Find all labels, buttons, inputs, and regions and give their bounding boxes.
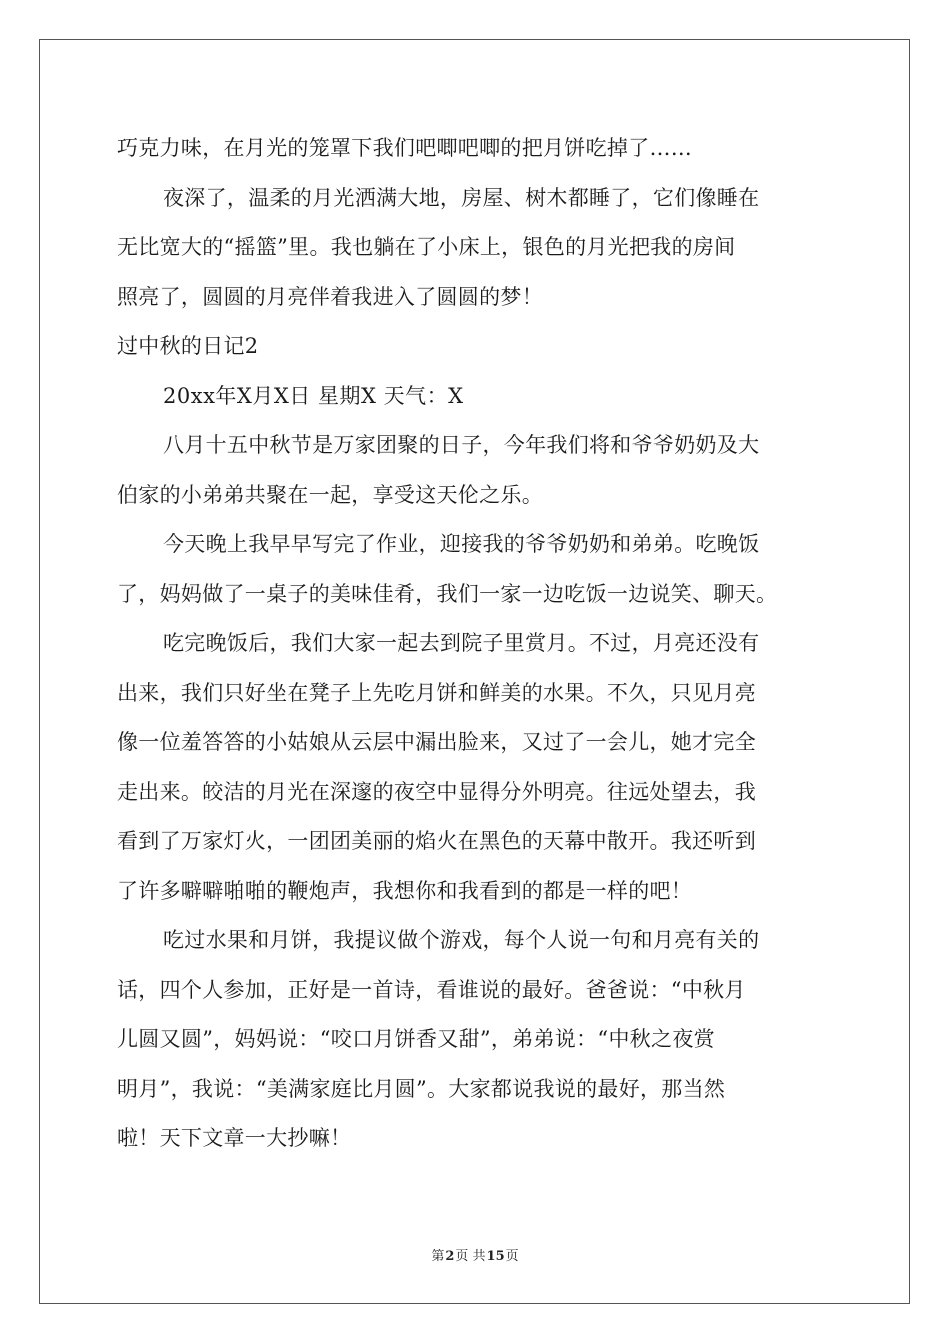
text-line: 儿圆又圆”，妈妈说：“咬口月饼香又甜”，弟弟说：“中秋之夜赏	[117, 1027, 715, 1051]
text-line: 出来，我们只好坐在凳子上先吃月饼和鲜美的水果。不久，只见月亮	[117, 680, 756, 705]
text-line: 吃过水果和月饼，我提议做个游戏，每个人说一句和月亮有关的	[163, 928, 760, 952]
text-line: 夜深了，温柔的月光洒满大地，房屋、树木都睡了，它们像睡在	[163, 185, 760, 210]
date-weather-line: 20xx年X月X日 星期X 天气：X	[163, 383, 464, 408]
footer-mid: 页 共	[455, 1249, 486, 1264]
text-line: 啦！天下文章一大抄嘛！	[117, 1126, 352, 1150]
text-line: 今天晚上我早早写完了作业，迎接我的爷爷奶奶和弟弟。吃晚饭	[163, 532, 760, 556]
text-line: 了，妈妈做了一桌子的美味佳肴，我们一家一边吃饭一边说笑、聊天。	[117, 581, 778, 606]
text-line: 话，四个人参加，正好是一首诗，看谁说的最好。爸爸说：“中秋月	[117, 977, 746, 1002]
text-line: 无比宽大的“摇篮”里。我也躺在了小床上，银色的月光把我的房间	[117, 235, 736, 259]
text-line: 明月”，我说：“美满家庭比月圆”。大家都说我说的最好，那当然	[117, 1076, 726, 1101]
text-line: 照亮了，圆圆的月亮伴着我进入了圆圆的梦！	[117, 284, 543, 309]
text-line: 八月十五中秋节是万家团聚的日子，今年我们将和爷爷奶奶及大	[163, 433, 760, 457]
text-line: 像一位羞答答的小姑娘从云层中漏出脸来，又过了一会儿，她才完全	[117, 730, 756, 754]
text-line: 看到了万家灯火，一团团美丽的焰火在黑色的天幕中散开。我还听到	[117, 829, 756, 853]
text-line: 巧克力味，在月光的笼罩下我们吧唧吧唧的把月饼吃掉了……	[117, 136, 693, 160]
total-page-number: 15	[486, 1249, 505, 1264]
current-page-number: 2	[445, 1249, 455, 1264]
page-footer	[0, 1245, 950, 1264]
text-line: 伯家的小弟弟共聚在一起，享受这天伦之乐。	[117, 482, 543, 507]
section-heading: 过中秋的日记2	[117, 334, 259, 358]
text-line: 吃完晚饭后，我们大家一起去到院子里赏月。不过，月亮还没有	[163, 631, 760, 655]
text-line: 了许多噼噼啪啪的鞭炮声，我想你和我看到的都是一样的吧！	[117, 878, 693, 903]
footer-prefix: 第	[431, 1249, 445, 1264]
document-body	[117, 128, 837, 1168]
footer-suffix: 页	[505, 1249, 519, 1264]
text-line: 走出来。皎洁的月光在深邃的夜空中显得分外明亮。往远处望去，我	[117, 779, 756, 804]
